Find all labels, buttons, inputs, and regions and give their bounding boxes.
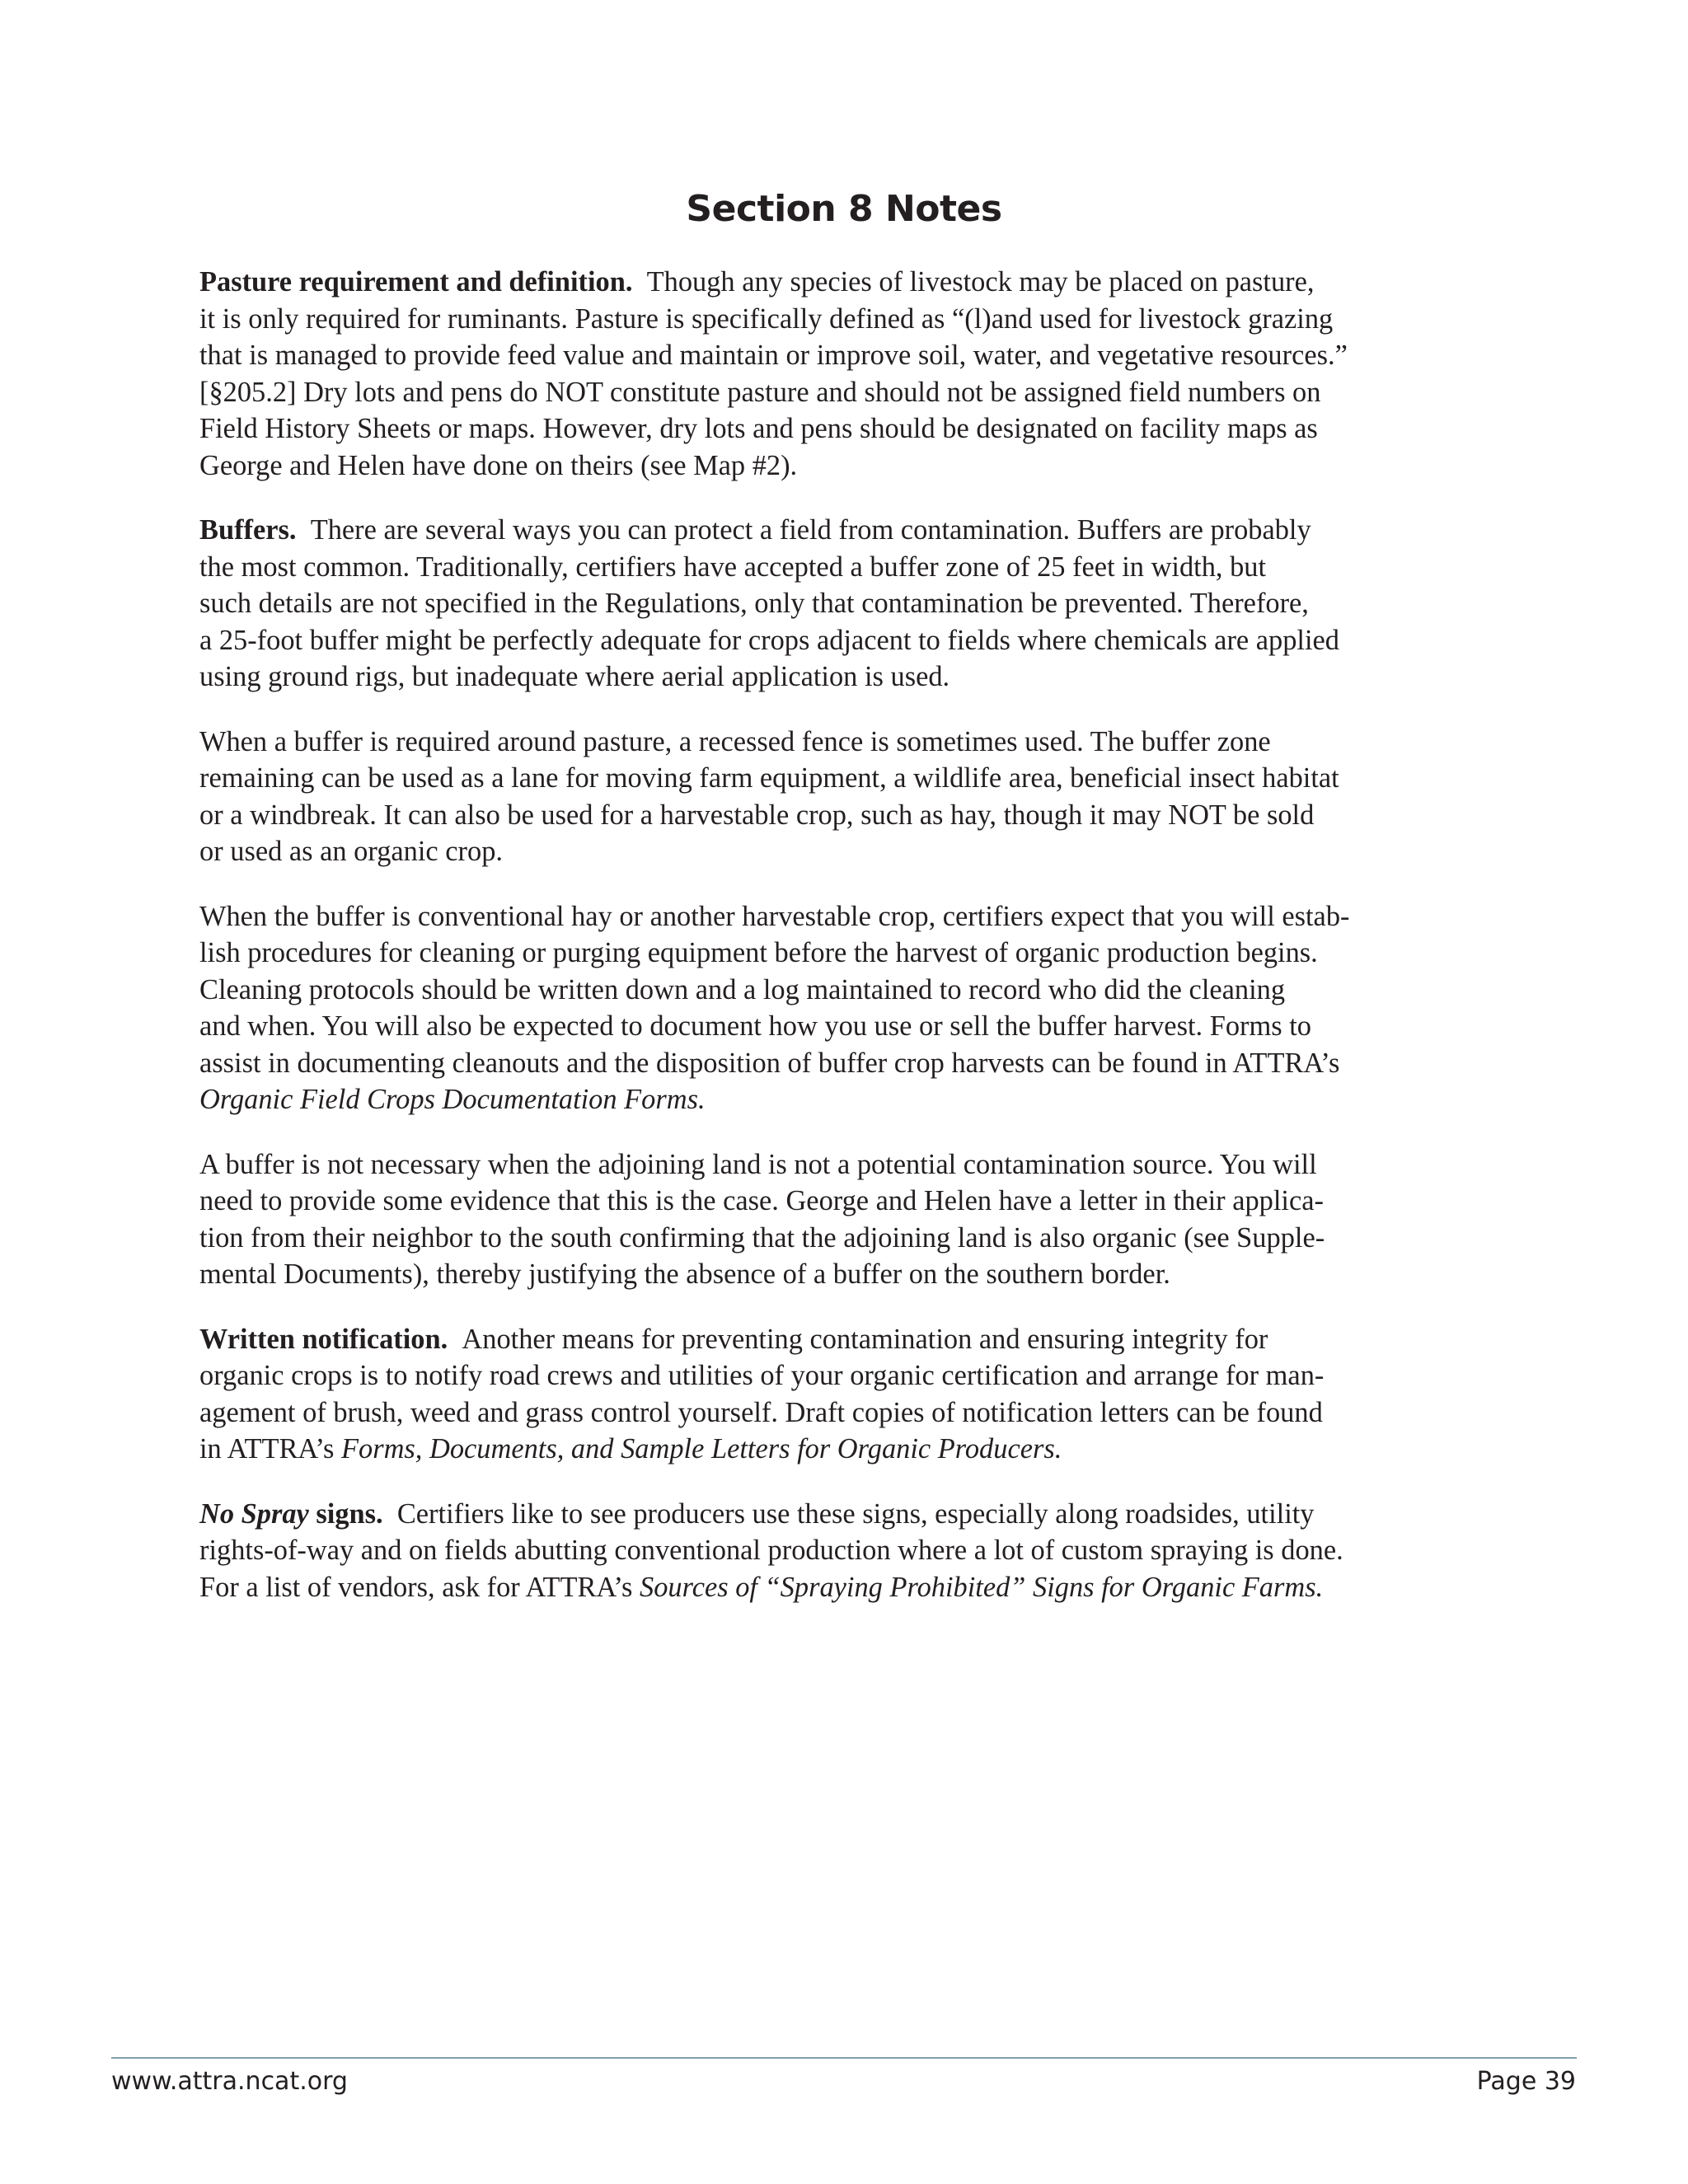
paragraph-no-spray (199, 1496, 1498, 1606)
buffer-not-necessary-line: A buffer is not necessary when the adjoining land is not a potential contamination source. You will (199, 1148, 1317, 1180)
paragraph-written-notification (199, 1321, 1498, 1468)
written-notification-line: in ATTRA’s (199, 1433, 335, 1465)
buffer-conventional-line: Cleaning protocols should be written down and a log maintained to record who did the cleaning (199, 973, 1286, 1005)
buffer-pasture-line: or a windbreak. It can also be used for a harvestable crop, such as hay, though it may NOT be sold (199, 799, 1315, 831)
pasture-line: that is managed to provide feed value and maintain or improve soil, water, and vegetative resources.” (199, 340, 1348, 371)
pasture-heading: Pasture requirement and definition. (199, 266, 633, 298)
buffers-line: the most common. Traditionally, certifiers have accepted a buffer zone of 25 feet in width, but (199, 551, 1267, 583)
paragraph-buffer-conventional (199, 898, 1498, 1118)
written-notification-heading: Written notification. (199, 1323, 448, 1355)
buffers-line: using ground rigs, but inadequate where aerial application is used. (199, 661, 950, 692)
no-spray-heading (199, 1498, 383, 1530)
paragraph-buffers (199, 512, 1498, 696)
buffer-pasture-line: or used as an organic crop. (199, 836, 503, 867)
no-spray-heading-rest: signs. (316, 1497, 383, 1530)
buffers-line: such details are not specified in the Regulations, only that contamination be prevented. Therefore, (199, 588, 1309, 619)
written-notification-line: agement of brush, weed and grass control yourself. Draft copies of notification letters can be found (199, 1396, 1323, 1428)
buffer-conventional-line: lish procedures for cleaning or purging equipment before the harvest of organic production begins. (199, 937, 1318, 968)
buffer-pasture-line: remaining can be used as a lane for moving farm equipment, a wildlife area, beneficial insect habitat (199, 762, 1339, 794)
buffer-conventional-line: When the buffer is conventional hay or another harvestable crop, certifiers expect that you will estab- (199, 900, 1350, 932)
pasture-line: George and Helen have done on theirs (see Map #2). (199, 449, 798, 481)
no-spray-line: rights-of-way and on fields abutting conventional production where a lot of custom spraying is done. (199, 1535, 1343, 1566)
pasture-line: Though any species of livestock may be placed on pasture, (646, 266, 1315, 298)
publication-title: Organic Field Crops Documentation Forms. (199, 1084, 706, 1115)
no-spray-heading-italic: No Spray (199, 1497, 309, 1530)
buffer-conventional-line: and when. You will also be expected to document how you use or sell the buffer harvest. Forms to (199, 1010, 1311, 1042)
page-title: Section 8 Notes (686, 188, 1002, 230)
buffer-pasture-line: When a buffer is required around pasture, a recessed fence is sometimes used. The buffer zone (199, 725, 1271, 757)
paragraph-pasture (199, 264, 1498, 484)
buffers-heading: Buffers. (199, 514, 297, 546)
pasture-line: Field History Sheets or maps. However, dry lots and pens should be designated on facility maps as (199, 413, 1318, 444)
notes-body (199, 264, 1498, 1633)
pasture-line: it is only required for ruminants. Pasture is specifically defined as “(l)and used for livestock grazing (199, 302, 1334, 335)
buffers-line: a 25-foot buffer might be perfectly adequate for crops adjacent to fields where chemicals are applied (199, 624, 1339, 656)
publication-title: Forms, Documents, and Sample Letters for Organic Producers. (341, 1433, 1062, 1465)
paragraph-buffer-pasture (199, 724, 1498, 870)
page-number: Page 39 (1476, 2067, 1576, 2096)
buffers-line: There are several ways you can protect a field from contamination. Buffers are probably (310, 514, 1311, 546)
footer-divider (111, 2057, 1577, 2059)
written-notification-line: Another means for preventing contamination and ensuring integrity for (462, 1323, 1268, 1355)
buffer-conventional-line: assist in documenting cleanouts and the disposition of buffer crop harvests can be found in ATTRA’s (199, 1047, 1340, 1079)
buffer-not-necessary-line: tion from their neighbor to the south confirming that the adjoining land is also organic (see Supple- (199, 1221, 1325, 1254)
written-notification-line: organic crops is to notify road crews and utilities of your organic certification and arrange for man- (199, 1360, 1325, 1391)
pasture-line: [§205.2] Dry lots and pens do NOT constitute pasture and should not be assigned field numbers on (199, 376, 1321, 408)
no-spray-line: Certifiers like to see producers use these signs, especially along roadsides, utility (396, 1497, 1315, 1530)
no-spray-line: For a list of vendors, ask for ATTRA’s (199, 1571, 633, 1603)
publication-title: Sources of “Spraying Prohibited” Signs for Organic Farms. (640, 1571, 1324, 1603)
buffer-not-necessary-line: need to provide some evidence that this is the case. George and Helen have a letter in their applica- (199, 1185, 1324, 1216)
paragraph-buffer-not-necessary (199, 1146, 1498, 1293)
footer-url: www.attra.ncat.org (111, 2067, 348, 2096)
buffer-not-necessary-line: mental Documents), thereby justifying the absence of a buffer on the southern border. (199, 1258, 1170, 1290)
